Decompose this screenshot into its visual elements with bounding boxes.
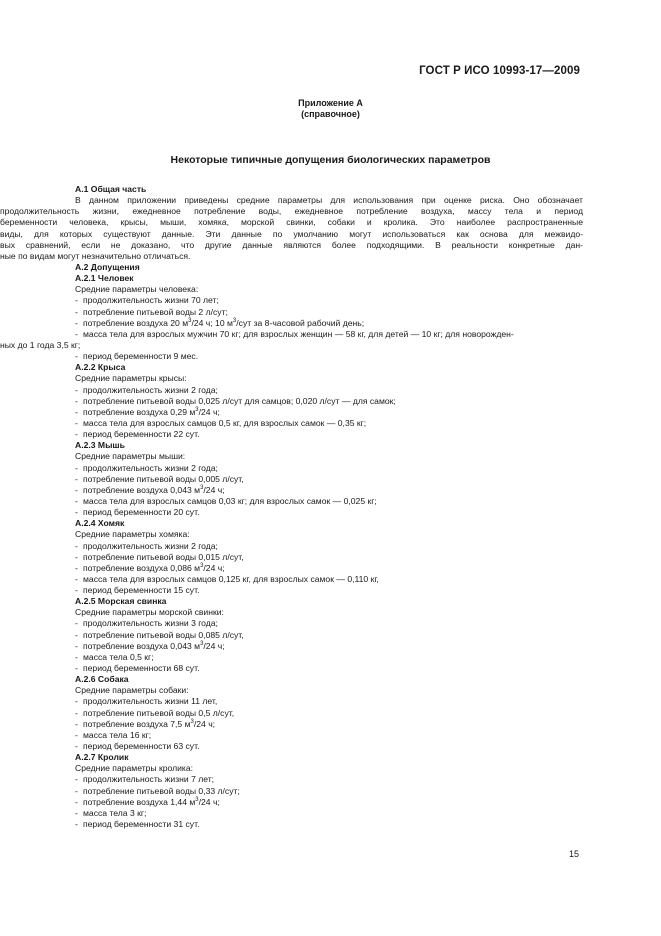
subsection-heading: А.2.4 Хомяк xyxy=(75,518,125,529)
list-marker: - xyxy=(75,663,78,674)
subsection-intro: Средние параметры мыши: xyxy=(75,451,186,462)
list-item-text: потребление питьевой воды 0,085 л/сут, xyxy=(83,629,244,640)
list-item-text: период беременности 20 сут. xyxy=(83,507,200,518)
list-item xyxy=(75,652,583,663)
list-item xyxy=(75,819,583,830)
list-marker: - xyxy=(75,484,78,495)
document-body xyxy=(0,184,583,830)
list-marker: - xyxy=(75,429,78,440)
list-item-text: потребление воздуха 7,5 $м^3/24$ ч; xyxy=(83,718,216,729)
list-item xyxy=(75,407,583,418)
list-item xyxy=(75,385,583,396)
list-item-text: продолжительность жизни 2 года; xyxy=(83,540,218,551)
list-marker: - xyxy=(75,774,78,785)
subsection-intro: Средние параметры собаки: xyxy=(75,685,189,696)
list-item-text: период беременности 63 сут. xyxy=(83,741,200,752)
list-item-text: масса тела 0,5 кг; xyxy=(83,651,154,662)
list-marker: - xyxy=(75,819,78,830)
list-item-text: потребление питьевой воды 0,005 л/сут, xyxy=(83,473,244,484)
subsection-intro: Средние параметры хомяка: xyxy=(75,529,190,540)
list-marker: - xyxy=(75,785,78,796)
list-marker: - xyxy=(75,417,78,428)
page-number: 15 xyxy=(568,849,579,859)
list-item xyxy=(75,563,583,574)
list-marker: - xyxy=(75,384,78,395)
list-item-text: продолжительность жизни 11 лет, xyxy=(83,696,218,707)
list-item-text: масса тела 3 кг; xyxy=(83,807,147,818)
list-marker: - xyxy=(75,707,78,718)
list-marker: - xyxy=(75,618,78,629)
list-item-text: масса тела для взрослых мужчин 70 кг; для взрослых женщин — 58 кг, для детей — 10 кг; для новорожден- xyxy=(83,328,514,339)
list-marker: - xyxy=(75,718,78,729)
list-item-text: период беременности 68 сут. xyxy=(83,663,200,674)
list-item xyxy=(75,663,583,674)
list-item-text: масса тела 16 кг; xyxy=(83,729,152,740)
subsections xyxy=(0,273,583,830)
list-item-text: потребление питьевой воды 2 л/сут; xyxy=(83,306,228,317)
list-item xyxy=(75,774,583,785)
annex-label: Приложение А xyxy=(298,98,363,108)
list-item-text: продолжительность жизни 2 года; xyxy=(83,384,218,395)
subsection-rabbit xyxy=(75,752,583,830)
list-marker: - xyxy=(75,729,78,740)
list-marker: - xyxy=(75,741,78,752)
list-item xyxy=(75,507,583,518)
list-item xyxy=(75,396,583,407)
list-item-text: продолжительность жизни 70 лет; xyxy=(83,295,219,306)
subsection-intro: Средние параметры человека: xyxy=(75,284,199,295)
list-marker: - xyxy=(75,807,78,818)
list-item xyxy=(75,719,583,730)
list-marker: - xyxy=(75,495,78,506)
subsection-heading: А.2.2 Крыса xyxy=(75,362,126,373)
list-marker: - xyxy=(75,651,78,662)
paragraph-line: виды, для которых существуют данные. Эти данные по умолчанию могут использоваться как основа для межвидо- xyxy=(0,228,583,239)
list-marker: - xyxy=(75,696,78,707)
list-marker: - xyxy=(75,295,78,306)
subsection-human xyxy=(0,273,583,362)
list-marker: - xyxy=(75,473,78,484)
list-marker: - xyxy=(75,395,78,406)
annex-type: (справочное) xyxy=(301,109,360,119)
list-item xyxy=(75,463,583,474)
list-item-text: потребление воздуха 0,043 $м^3/24$ ч; xyxy=(83,484,225,495)
list-marker: - xyxy=(75,551,78,562)
subsection-intro: Средние параметры морской свинки: xyxy=(75,607,224,618)
paragraph-line: продолжительность жизни, ежедневное потребление воды, ежедневное потребление воздуха, массу тела и период xyxy=(0,206,583,217)
subsection-heading: А.2.1 Человек xyxy=(75,273,134,284)
list-item xyxy=(75,574,583,585)
list-marker: - xyxy=(75,796,78,807)
list-item xyxy=(75,641,583,652)
list-item xyxy=(75,429,583,440)
list-marker: - xyxy=(75,328,78,339)
list-item xyxy=(75,307,583,318)
list-item-text: продолжительность жизни 7 лет; xyxy=(83,774,215,785)
list-item-text: период беременности 22 сут. xyxy=(83,429,200,440)
paragraph-line: ные по видам могут незначительно отличаться. xyxy=(0,250,191,261)
list-item-text: потребление воздуха 1,44 $м^3/24$ ч; xyxy=(83,796,220,807)
paragraph-line: вых сравнений, если не доказано, что другие данные являются более подходящими. В реальности конкретные дан- xyxy=(0,239,583,250)
subsection-hamster xyxy=(75,518,583,596)
list-item xyxy=(75,541,583,552)
list-item xyxy=(75,786,583,797)
list-item-text: продолжительность жизни 3 года; xyxy=(83,618,218,629)
list-item xyxy=(75,708,583,719)
list-item xyxy=(75,329,583,340)
list-marker: - xyxy=(75,640,78,651)
list-item-text: потребление воздуха 0,086 $м^3/24$ ч; xyxy=(83,562,225,573)
list-item xyxy=(75,295,583,306)
list-item-text: потребление воздуха 20 $м^3/24$ ч; 10 $м^3$/сут за 8-часовой рабочий день; xyxy=(83,317,365,328)
list-marker: - xyxy=(75,306,78,317)
list-item xyxy=(75,585,583,596)
list-marker: - xyxy=(75,462,78,473)
list-item xyxy=(75,496,583,507)
list-item-continuation: ных до 1 года 3,5 кг; xyxy=(0,339,81,350)
list-item xyxy=(75,552,583,563)
list-item xyxy=(75,730,583,741)
list-marker: - xyxy=(75,507,78,518)
subsection-dog xyxy=(75,674,583,752)
annex-title: Некоторые типичные допущения биологических параметров xyxy=(170,154,491,166)
list-item-text: продолжительность жизни 2 года; xyxy=(83,462,218,473)
list-item-text: потребление воздуха 0,043 $м^3/24$ ч; xyxy=(83,640,225,651)
list-marker: - xyxy=(75,629,78,640)
list-item-text: потребление воздуха 0,29 $м^3/24$ ч; xyxy=(83,406,220,417)
list-item xyxy=(75,318,583,329)
list-marker: - xyxy=(75,540,78,551)
list-item xyxy=(75,474,583,485)
paragraph xyxy=(0,195,583,262)
subsection-guinea-pig xyxy=(75,596,583,674)
annex-heading xyxy=(0,98,661,120)
section-heading: А.1 Общая часть xyxy=(75,184,147,194)
list-item xyxy=(75,808,583,819)
list-marker: - xyxy=(75,351,78,362)
list-item-text: масса тела для взрослых самцов 0,03 кг; для взрослых самок — 0,025 кг; xyxy=(83,495,377,506)
subsection-heading: А.2.6 Собака xyxy=(75,674,129,685)
list-item xyxy=(75,741,583,752)
list-item-text: масса тела для взрослых самцов 0,5 кг, для взрослых самок — 0,35 кг; xyxy=(83,417,367,428)
list-item xyxy=(75,797,583,808)
subsection-heading: А.2.3 Мышь xyxy=(75,440,125,451)
list-item-text: период беременности 15 сут. xyxy=(83,585,200,596)
subsection-heading: А.2.7 Кролик xyxy=(75,752,129,763)
subsection-intro: Средние параметры крысы: xyxy=(75,373,187,384)
list-item xyxy=(75,351,583,362)
list-item xyxy=(75,618,583,629)
list-item-text: период беременности 31 сут. xyxy=(83,819,200,830)
list-item xyxy=(75,418,583,429)
subsection-intro: Средние параметры кролика: xyxy=(75,763,194,774)
list-marker: - xyxy=(75,317,78,328)
subsection-heading: А.2.5 Морская свинка xyxy=(75,596,167,607)
list-item-text: потребление питьевой воды 0,015 л/сут, xyxy=(83,551,244,562)
paragraph-line: беременности человека, крысы, мыши, хомяка, морской свинки, собаки и кролика. Это наиболее распространенные xyxy=(0,217,583,228)
list-item xyxy=(75,485,583,496)
list-item-text: масса тела для взрослых самцов 0,125 кг, для взрослых самок — 0,110 кг, xyxy=(83,573,379,584)
list-marker: - xyxy=(75,573,78,584)
list-item-text: потребление питьевой воды 0,33 л/сут; xyxy=(83,785,240,796)
section-heading: А.2 Допущения xyxy=(75,261,140,272)
paragraph-line: В данном приложении приведены средние параметры для использования при оценке риска. Оно обозначает xyxy=(75,195,583,206)
standard-code: ГОСТ Р ИСО 10993-17—2009 xyxy=(419,65,580,77)
subsection-mouse xyxy=(75,440,583,518)
list-marker: - xyxy=(75,406,78,417)
list-item-text: потребление питьевой воды 0,5 л/сут, xyxy=(83,707,235,718)
list-item xyxy=(75,630,583,641)
list-item-text: потребление питьевой воды 0,025 л/сут для самцов; 0,020 л/сут — для самок; xyxy=(83,395,396,406)
list-item-text: период беременности 9 мес. xyxy=(83,351,199,362)
list-item xyxy=(75,696,583,707)
list-marker: - xyxy=(75,562,78,573)
subsection-rat xyxy=(75,362,583,440)
list-marker: - xyxy=(75,585,78,596)
